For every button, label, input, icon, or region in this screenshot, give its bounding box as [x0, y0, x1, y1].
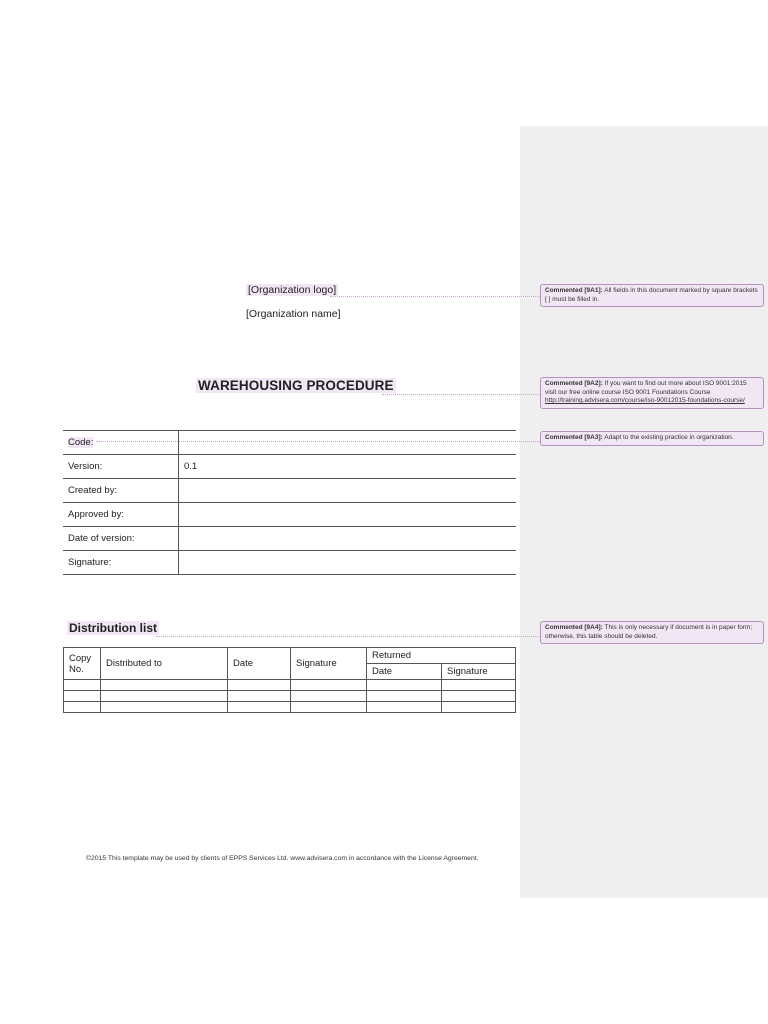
- info-row-date-of-version: [63, 527, 516, 551]
- comment-text: This is only necessary if document is in paper form; otherwise, this table should be deleted.: [545, 624, 753, 640]
- info-value[interactable]: [179, 431, 517, 455]
- table-cell[interactable]: [228, 702, 291, 713]
- info-value[interactable]: [179, 479, 517, 503]
- info-value[interactable]: [179, 551, 517, 575]
- info-label: Version:: [63, 455, 179, 479]
- info-value[interactable]: [179, 503, 517, 527]
- table-row: [64, 702, 516, 713]
- table-cell[interactable]: [442, 680, 516, 691]
- table-cell[interactable]: [367, 691, 442, 702]
- table-cell[interactable]: [64, 680, 101, 691]
- info-row-code: [63, 431, 516, 455]
- info-label: Date of version:: [63, 527, 179, 551]
- organization-name-placeholder: [Organization name]: [246, 308, 341, 320]
- comment-balloon-2[interactable]: [540, 377, 764, 409]
- document-title: WAREHOUSING PROCEDURE: [198, 378, 394, 393]
- table-row: [64, 691, 516, 702]
- distribution-list-heading: Distribution list: [69, 621, 157, 635]
- info-label: Created by:: [63, 479, 179, 503]
- comment-connector-2: [382, 394, 540, 395]
- table-cell[interactable]: [442, 702, 516, 713]
- table-cell[interactable]: [442, 691, 516, 702]
- comment-id: Commented [9A4]:: [545, 624, 603, 631]
- footer-license-text: ©2015 This template may be used by clients of EPPS Services Ltd. www.advisera.com in accordance with the License Agreement.: [86, 855, 479, 862]
- table-cell[interactable]: [291, 680, 367, 691]
- copy-no-header: Copy No.: [64, 648, 101, 680]
- distribution-table: [63, 647, 516, 713]
- table-cell[interactable]: [101, 691, 228, 702]
- info-value[interactable]: 0.1: [179, 455, 517, 479]
- distributed-to-header: Distributed to: [101, 648, 228, 680]
- comment-text: All fields in this document marked by square brackets [ ] must be filled in.: [545, 287, 758, 303]
- table-cell[interactable]: [367, 680, 442, 691]
- table-cell[interactable]: [228, 680, 291, 691]
- document-info-table: [63, 430, 516, 575]
- table-cell[interactable]: [291, 691, 367, 702]
- comment-id: Commented [9A2]:: [545, 380, 603, 387]
- info-row-version: [63, 455, 516, 479]
- info-row-created-by: [63, 479, 516, 503]
- info-label: Approved by:: [63, 503, 179, 527]
- table-row: [64, 680, 516, 691]
- info-value[interactable]: [179, 527, 517, 551]
- table-cell[interactable]: [64, 702, 101, 713]
- table-cell[interactable]: [101, 702, 228, 713]
- date-header: Date: [228, 648, 291, 680]
- distribution-header-row: [64, 648, 516, 664]
- comment-balloon-4[interactable]: [540, 621, 764, 644]
- comment-balloon-3[interactable]: [540, 431, 764, 446]
- table-cell[interactable]: [291, 702, 367, 713]
- comment-link[interactable]: http://training.advisera.com/course/iso-90012015-foundations-course/: [545, 397, 745, 405]
- signature-header: Signature: [291, 648, 367, 680]
- comment-connector-4: [156, 636, 540, 637]
- returned-header: Returned: [367, 648, 516, 664]
- comment-id: Commented [9A3]:: [545, 434, 603, 441]
- code-label: Code:: [68, 437, 94, 448]
- info-row-approved-by: [63, 503, 516, 527]
- info-label: Signature:: [63, 551, 179, 575]
- comment-connector-1: [330, 296, 540, 297]
- comment-text: If you want to find out more about ISO 9001:2015 visit our free online course ISO 9001 Foundations Course: [545, 380, 747, 396]
- comment-balloon-1[interactable]: [540, 284, 764, 307]
- info-label: [63, 431, 179, 455]
- table-cell[interactable]: [367, 702, 442, 713]
- returned-signature-header: Signature: [442, 664, 516, 680]
- returned-date-header: Date: [367, 664, 442, 680]
- table-cell[interactable]: [228, 691, 291, 702]
- table-cell[interactable]: [101, 680, 228, 691]
- organization-logo-placeholder: [Organization logo]: [248, 284, 337, 296]
- comments-margin-pane: [520, 126, 768, 898]
- info-row-signature: [63, 551, 516, 575]
- comment-id: Commented [9A1]:: [545, 287, 603, 294]
- comment-text: Adapt to the existing practice in organization.: [604, 434, 734, 441]
- table-cell[interactable]: [64, 691, 101, 702]
